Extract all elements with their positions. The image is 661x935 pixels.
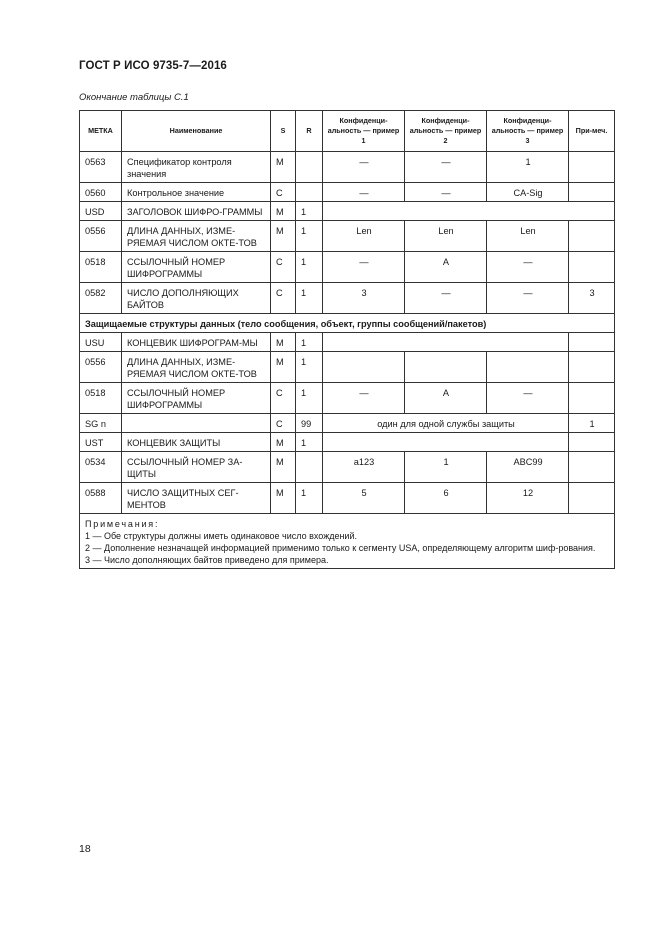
section-title: Защищаемые структуры данных (тело сообщения, объект, группы сообщений/пакетов): [80, 314, 615, 333]
cell-note: [569, 433, 615, 452]
cell-name: КОНЦЕВИК ЗАЩИТЫ: [122, 433, 271, 452]
cell-s: C: [271, 383, 296, 414]
header-example-1: Конфиденци-альность — пример 1: [323, 111, 405, 152]
cell-note: [569, 152, 615, 183]
header-s: S: [271, 111, 296, 152]
cell-example-2: 1: [405, 452, 487, 483]
cell-note: 1: [569, 414, 615, 433]
cell-tag: 0556: [80, 352, 122, 383]
header-example-3: Конфиденци-альность — пример 3: [487, 111, 569, 152]
table-caption: Окончание таблицы С.1: [79, 92, 189, 103]
table-row: [80, 414, 615, 433]
cell-name: КОНЦЕВИК ШИФРОГРАМ-МЫ: [122, 333, 271, 352]
cell-tag: 0556: [80, 221, 122, 252]
cell-name: ССЫЛОЧНЫЙ НОМЕР ЗА-ЩИТЫ: [122, 452, 271, 483]
cell-example-3: —: [487, 252, 569, 283]
cell-example-1: —: [323, 183, 405, 202]
cell-s: M: [271, 452, 296, 483]
cell-tag: UST: [80, 433, 122, 452]
cell-example-3: —: [487, 283, 569, 314]
table-row: [80, 221, 615, 252]
cell-example-2: Len: [405, 221, 487, 252]
table-row: [80, 333, 615, 352]
cell-r: 1: [296, 283, 323, 314]
page-number: 18: [79, 843, 91, 855]
cell-example-2: A: [405, 252, 487, 283]
note-3: 3 — Число дополняющих байтов приведено для примера.: [85, 555, 329, 565]
cell-s: M: [271, 202, 296, 221]
table-row: [80, 202, 615, 221]
table-row: [80, 433, 615, 452]
cell-r: 99: [296, 414, 323, 433]
cell-note: 3: [569, 283, 615, 314]
notes-heading: Примечания:: [85, 519, 160, 529]
note-2: 2 — Дополнение незначащей информацией применимо только к сегменту USA, определяющему алгоритм шиф-рования.: [85, 543, 596, 553]
table-container: [79, 110, 614, 569]
cell-example-3: CA-Sig: [487, 183, 569, 202]
cell-example-1: —: [323, 383, 405, 414]
cell-example-2: —: [405, 183, 487, 202]
notes-cell: [80, 514, 615, 569]
cell-name: ССЫЛОЧНЫЙ НОМЕР ШИФРОГРАММЫ: [122, 383, 271, 414]
cell-example-2: A: [405, 383, 487, 414]
cell-merged-empty: [323, 433, 569, 452]
document-title: ГОСТ Р ИСО 9735-7—2016: [79, 60, 227, 72]
cell-name: Спецификатор контроля значения: [122, 152, 271, 183]
table-row: [80, 452, 615, 483]
cell-example-1: a123: [323, 452, 405, 483]
note-1: 1 — Обе структуры должны иметь одинаковое число вхождений.: [85, 531, 357, 541]
cell-tag: 0534: [80, 452, 122, 483]
cell-example-1: 3: [323, 283, 405, 314]
header-tag: МЕТКА: [80, 111, 122, 152]
cell-note: [569, 383, 615, 414]
cell-s: M: [271, 352, 296, 383]
cell-s: C: [271, 252, 296, 283]
cell-example-1: —: [323, 252, 405, 283]
cell-name: Контрольное значение: [122, 183, 271, 202]
cell-r: 1: [296, 433, 323, 452]
cell-name: ДЛИНА ДАННЫХ, ИЗМЕ-РЯЕМАЯ ЧИСЛОМ ОКТЕ-ТОВ: [122, 352, 271, 383]
cell-r: 1: [296, 221, 323, 252]
cell-example-3: 1: [487, 152, 569, 183]
cell-r: [296, 152, 323, 183]
header-note: При-меч.: [569, 111, 615, 152]
cell-note: [569, 352, 615, 383]
cell-tag: 0518: [80, 383, 122, 414]
cell-r: 1: [296, 202, 323, 221]
cell-note: [569, 333, 615, 352]
cell-example-3: [487, 352, 569, 383]
cell-example-2: [405, 352, 487, 383]
cell-note: [569, 483, 615, 514]
cell-name: ССЫЛОЧНЫЙ НОМЕР ШИФРОГРАММЫ: [122, 252, 271, 283]
cell-note: [569, 183, 615, 202]
cell-r: 1: [296, 333, 323, 352]
cell-r: 1: [296, 252, 323, 283]
cell-r: [296, 452, 323, 483]
cell-example-2: 6: [405, 483, 487, 514]
table-row: [80, 483, 615, 514]
cell-s: C: [271, 183, 296, 202]
cell-tag: USD: [80, 202, 122, 221]
table-row: [80, 152, 615, 183]
cell-s: M: [271, 433, 296, 452]
table-row: [80, 383, 615, 414]
cell-tag: 0563: [80, 152, 122, 183]
cell-name: ЗАГОЛОВОК ШИФРО-ГРАММЫ: [122, 202, 271, 221]
cell-name: ДЛИНА ДАННЫХ, ИЗМЕ-РЯЕМАЯ ЧИСЛОМ ОКТЕ-ТОВ: [122, 221, 271, 252]
section-row: [80, 314, 615, 333]
cell-note: [569, 452, 615, 483]
table-row: [80, 283, 615, 314]
cell-s: M: [271, 152, 296, 183]
security-segments-table: [79, 110, 615, 569]
cell-merged-empty: [323, 202, 615, 221]
notes-row: [80, 514, 615, 569]
cell-note: [569, 252, 615, 283]
header-example-2: Конфиденци-альность — пример 2: [405, 111, 487, 152]
cell-tag: 0560: [80, 183, 122, 202]
cell-tag: 0518: [80, 252, 122, 283]
cell-example-3: 12: [487, 483, 569, 514]
table-header-row: [80, 111, 615, 152]
cell-name: [122, 414, 271, 433]
cell-tag: 0582: [80, 283, 122, 314]
cell-example-2: —: [405, 283, 487, 314]
cell-merged-examples: один для одной службы защиты: [323, 414, 569, 433]
cell-s: M: [271, 483, 296, 514]
cell-example-3: ABC99: [487, 452, 569, 483]
cell-example-1: —: [323, 152, 405, 183]
cell-tag: SG n: [80, 414, 122, 433]
cell-tag: USU: [80, 333, 122, 352]
cell-name: ЧИСЛО ЗАЩИТНЫХ СЕГ-МЕНТОВ: [122, 483, 271, 514]
header-r: R: [296, 111, 323, 152]
table-row: [80, 352, 615, 383]
cell-r: [296, 183, 323, 202]
cell-name: ЧИСЛО ДОПОЛНЯЮЩИХ БАЙТОВ: [122, 283, 271, 314]
cell-r: 1: [296, 352, 323, 383]
header-name: Наименование: [122, 111, 271, 152]
cell-s: C: [271, 414, 296, 433]
cell-s: M: [271, 221, 296, 252]
cell-s: M: [271, 333, 296, 352]
cell-example-1: 5: [323, 483, 405, 514]
cell-r: 1: [296, 483, 323, 514]
cell-example-3: Len: [487, 221, 569, 252]
cell-s: C: [271, 283, 296, 314]
cell-note: [569, 221, 615, 252]
cell-tag: 0588: [80, 483, 122, 514]
cell-example-1: Len: [323, 221, 405, 252]
cell-example-3: —: [487, 383, 569, 414]
table-row: [80, 252, 615, 283]
cell-example-2: —: [405, 152, 487, 183]
cell-example-1: [323, 352, 405, 383]
cell-merged-empty: [323, 333, 569, 352]
cell-r: 1: [296, 383, 323, 414]
table-row: [80, 183, 615, 202]
